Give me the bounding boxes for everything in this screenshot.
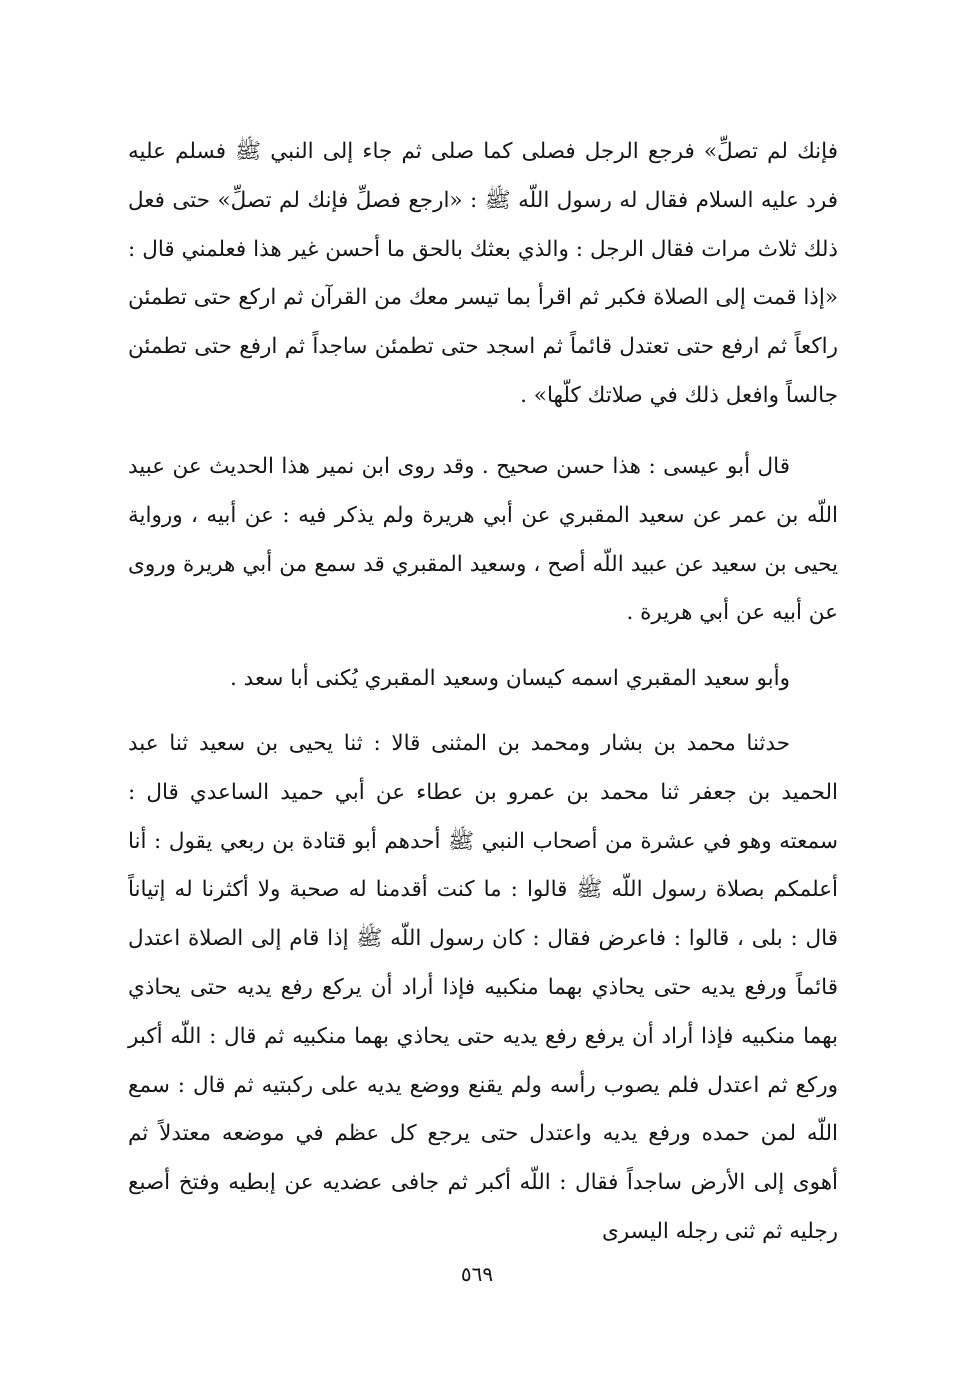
- paragraph-text: حدثنا محمد بن بشار ومحمد بن المثنى قالا : ثنا يحيى بن سعيد ثنا عبد الحميد بن جعفر ثنا محمد بن عمرو بن عطاء عن أبي حميد الساعدي قال : سمعته وهو في عشرة من أصحاب النبي ﷺ أحدهم أبو قتادة بن ربعي يقول : أنا أعلمكم بصلاة رسول اللّه ﷺ قالوا : ما كنت أقدمنا له صحبة ولا أكثرنا له إتياناً قال : بلى ، قالوا : فاعرض فقال : كان رسول اللّه ﷺ إذا قام إلى الصلاة اعتدل قائماً ورفع يديه حتى يحاذي بهما منكبيه فإذا أراد أن يركع رفع يديه حتى يحاذي بهما منكبيه فإذا أراد أن يرفع رفع يديه حتى يحاذي بهما منكبيه ثم قال : اللّه أكبر وركع ثم اعتدل فلم يصوب رأسه ولم يقنع ووضع يديه على ركبتيه ثم قال : سمع اللّه لمن حمده ورفع يديه واعتدل حتى يرجع كل عظم في موضعه معتدلاً ثم أهوى إلى الأرض ساجداً فقال : اللّه أكبر ثم جافى عضديه عن إبطيه وفتخ أصبع رجليه ثم ثنى رجله اليسرى: [128, 731, 838, 1244]
- page-number: ٥٦٩: [460, 1262, 494, 1286]
- paragraph-maqburi-note: [128, 655, 838, 704]
- paragraph-new-hadith: [128, 720, 838, 1257]
- paragraph-text: فإنك لم تصلِّ» فرجع الرجل فصلى كما صلى ثم جاء إلى النبي ﷺ فسلم عليه فرد عليه السلام فقال له رسول اللّه ﷺ : «ارجع فصلِّ فإنك لم تصلِّ» حتى فعل ذلك ثلاث مرات فقال الرجل : والذي بعثك بالحق ما أحسن غير هذا فعلمني قال : «إذا قمت إلى الصلاة فكبر ثم اقرأ بما تيسر معك من القرآن ثم اركع حتى تطمئن راكعاً ثم ارفع حتى تعتدل قائماً ثم اسجد حتى تطمئن ساجداً ثم ارفع حتى تطمئن جالساً وافعل ذلك في صلاتك كلّها» .: [128, 139, 838, 408]
- paragraph-text: وأبو سعيد المقبري اسمه كيسان وسعيد المقبري يُكنى أبا سعد .: [230, 666, 790, 691]
- paragraph-text: قال أبو عيسى : هذا حسن صحيح . وقد روى ابن نمير هذا الحديث عن عبيد اللّه بن عمر عن سعيد المقبري عن أبي هريرة ولم يذكر فيه : عن أبيه ، ورواية يحيى بن سعيد عن عبيد اللّه أصح ، وسعيد المقبري قد سمع من أبي هريرة وروى عن أبيه عن أبي هريرة .: [128, 454, 838, 626]
- paragraph-hadith-ending: [128, 128, 838, 421]
- paragraph-abu-isa-commentary: [128, 443, 838, 638]
